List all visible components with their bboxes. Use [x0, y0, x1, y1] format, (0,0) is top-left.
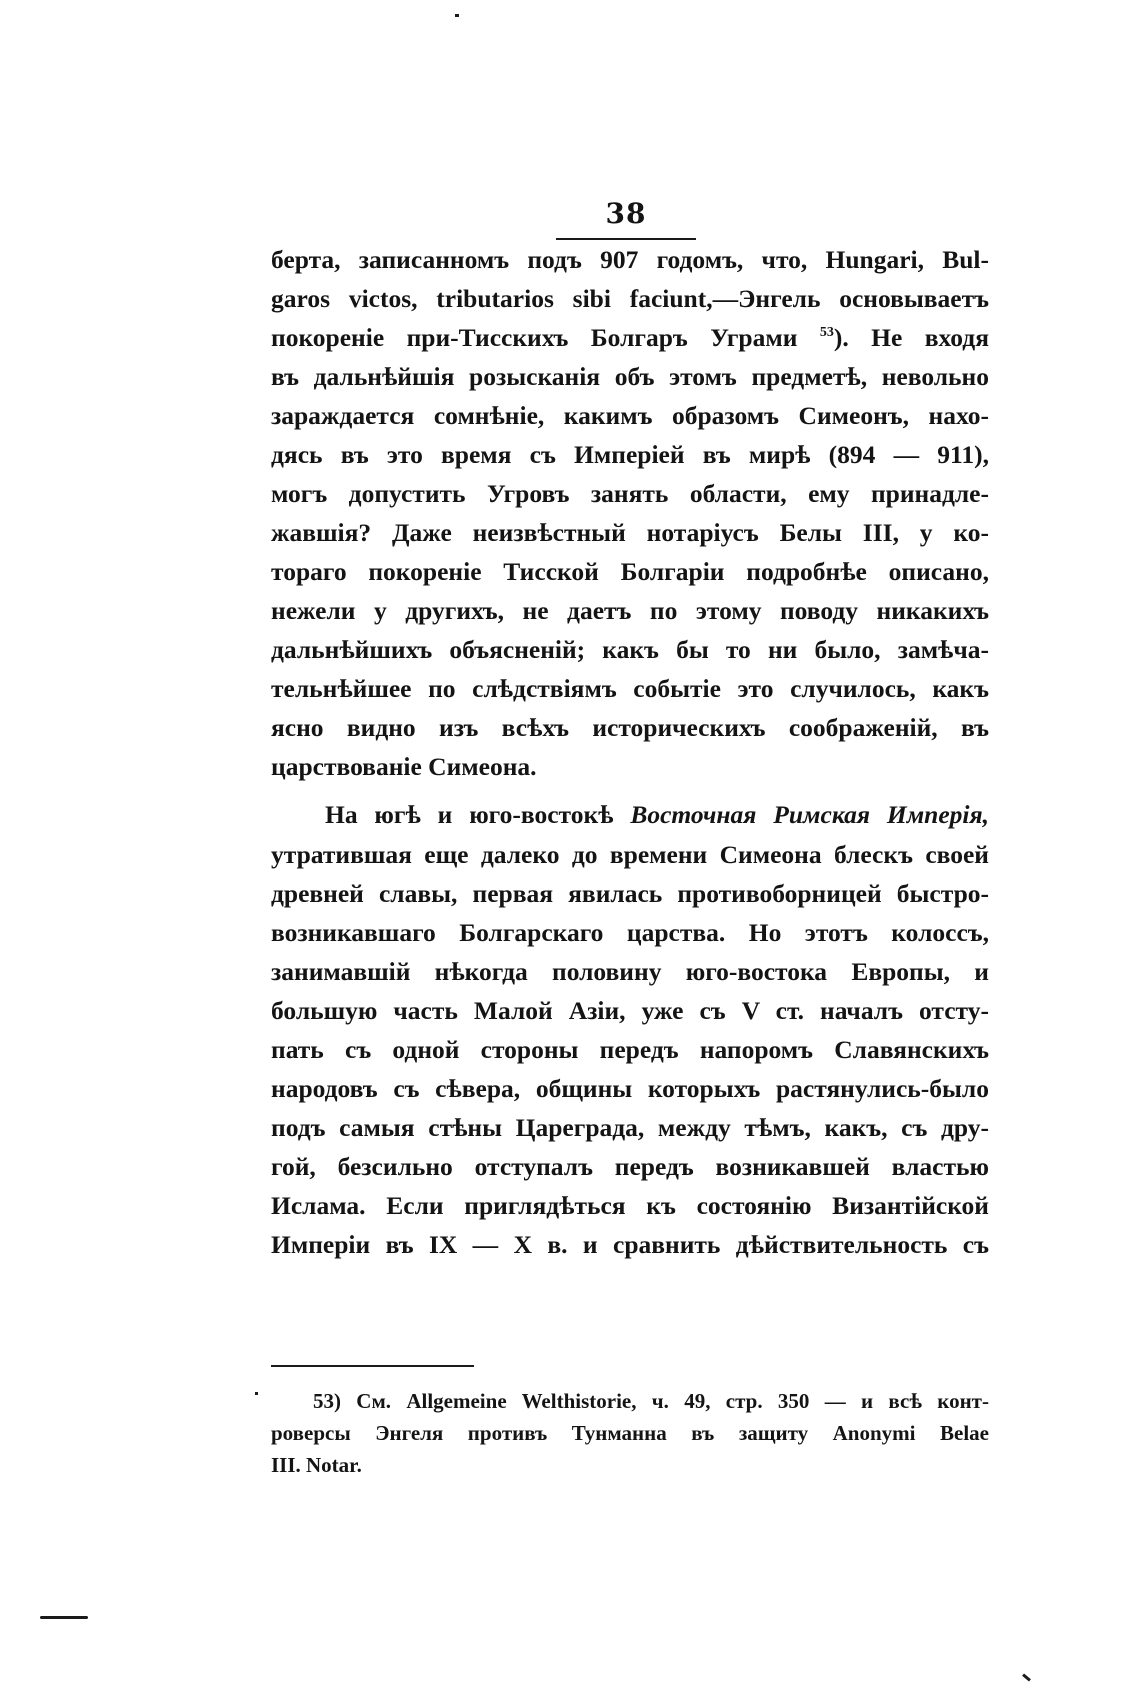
scan-mark [40, 1616, 88, 1619]
text-line: большую часть Малой Азіи, уже съ V ст. началъ отсту- [271, 996, 989, 1025]
text-line: Ислама. Если приглядѣться къ состоянію Византійской [271, 1191, 989, 1220]
text-line: дальнѣйшихъ объясненій; какъ бы то ни было, замѣча- [271, 635, 989, 664]
text-line: тельнѣйшее по слѣдствіямъ событіе это случилось, какъ [271, 674, 989, 703]
text-fragment: На югѣ и юго-востокѣ [325, 800, 614, 829]
text-line: въ дальнѣйшія розысканія объ этомъ предметѣ, невольно [271, 362, 989, 391]
text-line: занимавшій нѣкогда половину юго-востока Европы, и [271, 957, 989, 986]
text-line: пать съ одной стороны передъ напоромъ Славянскихъ [271, 1035, 989, 1064]
text-line: нежели у другихъ, не даетъ по этому поводу никакихъ [271, 596, 989, 625]
page-number: 38 [605, 197, 647, 230]
text-line [271, 320, 989, 356]
text-line: возникавшаго Болгарскаго царства. Но этотъ колоссъ, [271, 918, 989, 947]
text-line: ясно видно изъ всѣхъ историческихъ соображеній, въ [271, 713, 989, 742]
footnote-line: роверсы Энгеля противъ Тунманна въ защиту Anonymi Belae [271, 1421, 989, 1445]
footnote-reference: 53 [819, 325, 834, 340]
scan-mark [1022, 1673, 1031, 1681]
text-line: народовъ съ сѣвера, общины которыхъ растянулись-было [271, 1074, 989, 1103]
text-line: тораго покореніе Тисской Болгаріи подробнѣе описано, [271, 557, 989, 586]
text-line: Имперіи въ IX — X в. и сравнить дѣйствительность съ [271, 1230, 989, 1259]
text-line: могъ допустить Угровъ занять области, ему принадле- [271, 479, 989, 508]
footnote-line: III. Notar. [271, 1453, 362, 1477]
footnote-line: 53) См. Allgemeine Welthistorie, ч. 49, стр. 350 — и всѣ конт- [313, 1389, 989, 1413]
scan-mark [255, 1392, 258, 1395]
text-line: берта, записанномъ подъ 907 годомъ, что, Hungari, Bul- [271, 245, 989, 274]
text-line: зараждается сомнѣніе, какимъ образомъ Симеонъ, нахо- [271, 401, 989, 430]
text-line: древней славы, первая явилась противоборницей быстро- [271, 879, 989, 908]
text-line [325, 797, 989, 833]
text-line: дясь въ это время съ Имперіей въ мирѣ (894 — 911), [271, 440, 989, 469]
text-line: подъ самыя стѣны Цареграда, между тѣмъ, какъ, съ дру- [271, 1113, 989, 1142]
text-line: утратившая еще далеко до времени Симеона блескъ своей [271, 840, 989, 869]
footnote-rule [271, 1365, 474, 1367]
text-line: царствованіе Симеона. [271, 752, 537, 781]
italic-phrase: Восточная Римская Имперія, [630, 800, 990, 829]
text-line: garos victos, tributarios sibi faciunt,—Энгель основываетъ [271, 284, 989, 313]
scan-mark [455, 14, 459, 17]
text-fragment: ). Не входя [833, 323, 989, 352]
text-line: жавшія? Даже неизвѣстный нотаріусъ Белы III, у ко- [271, 518, 989, 547]
text-fragment: покореніе при-Тисскихъ Болгаръ Уграми [271, 323, 798, 352]
text-line: гой, безсильно отступалъ передъ возникавшей властью [271, 1152, 989, 1181]
header-rule [556, 238, 696, 240]
